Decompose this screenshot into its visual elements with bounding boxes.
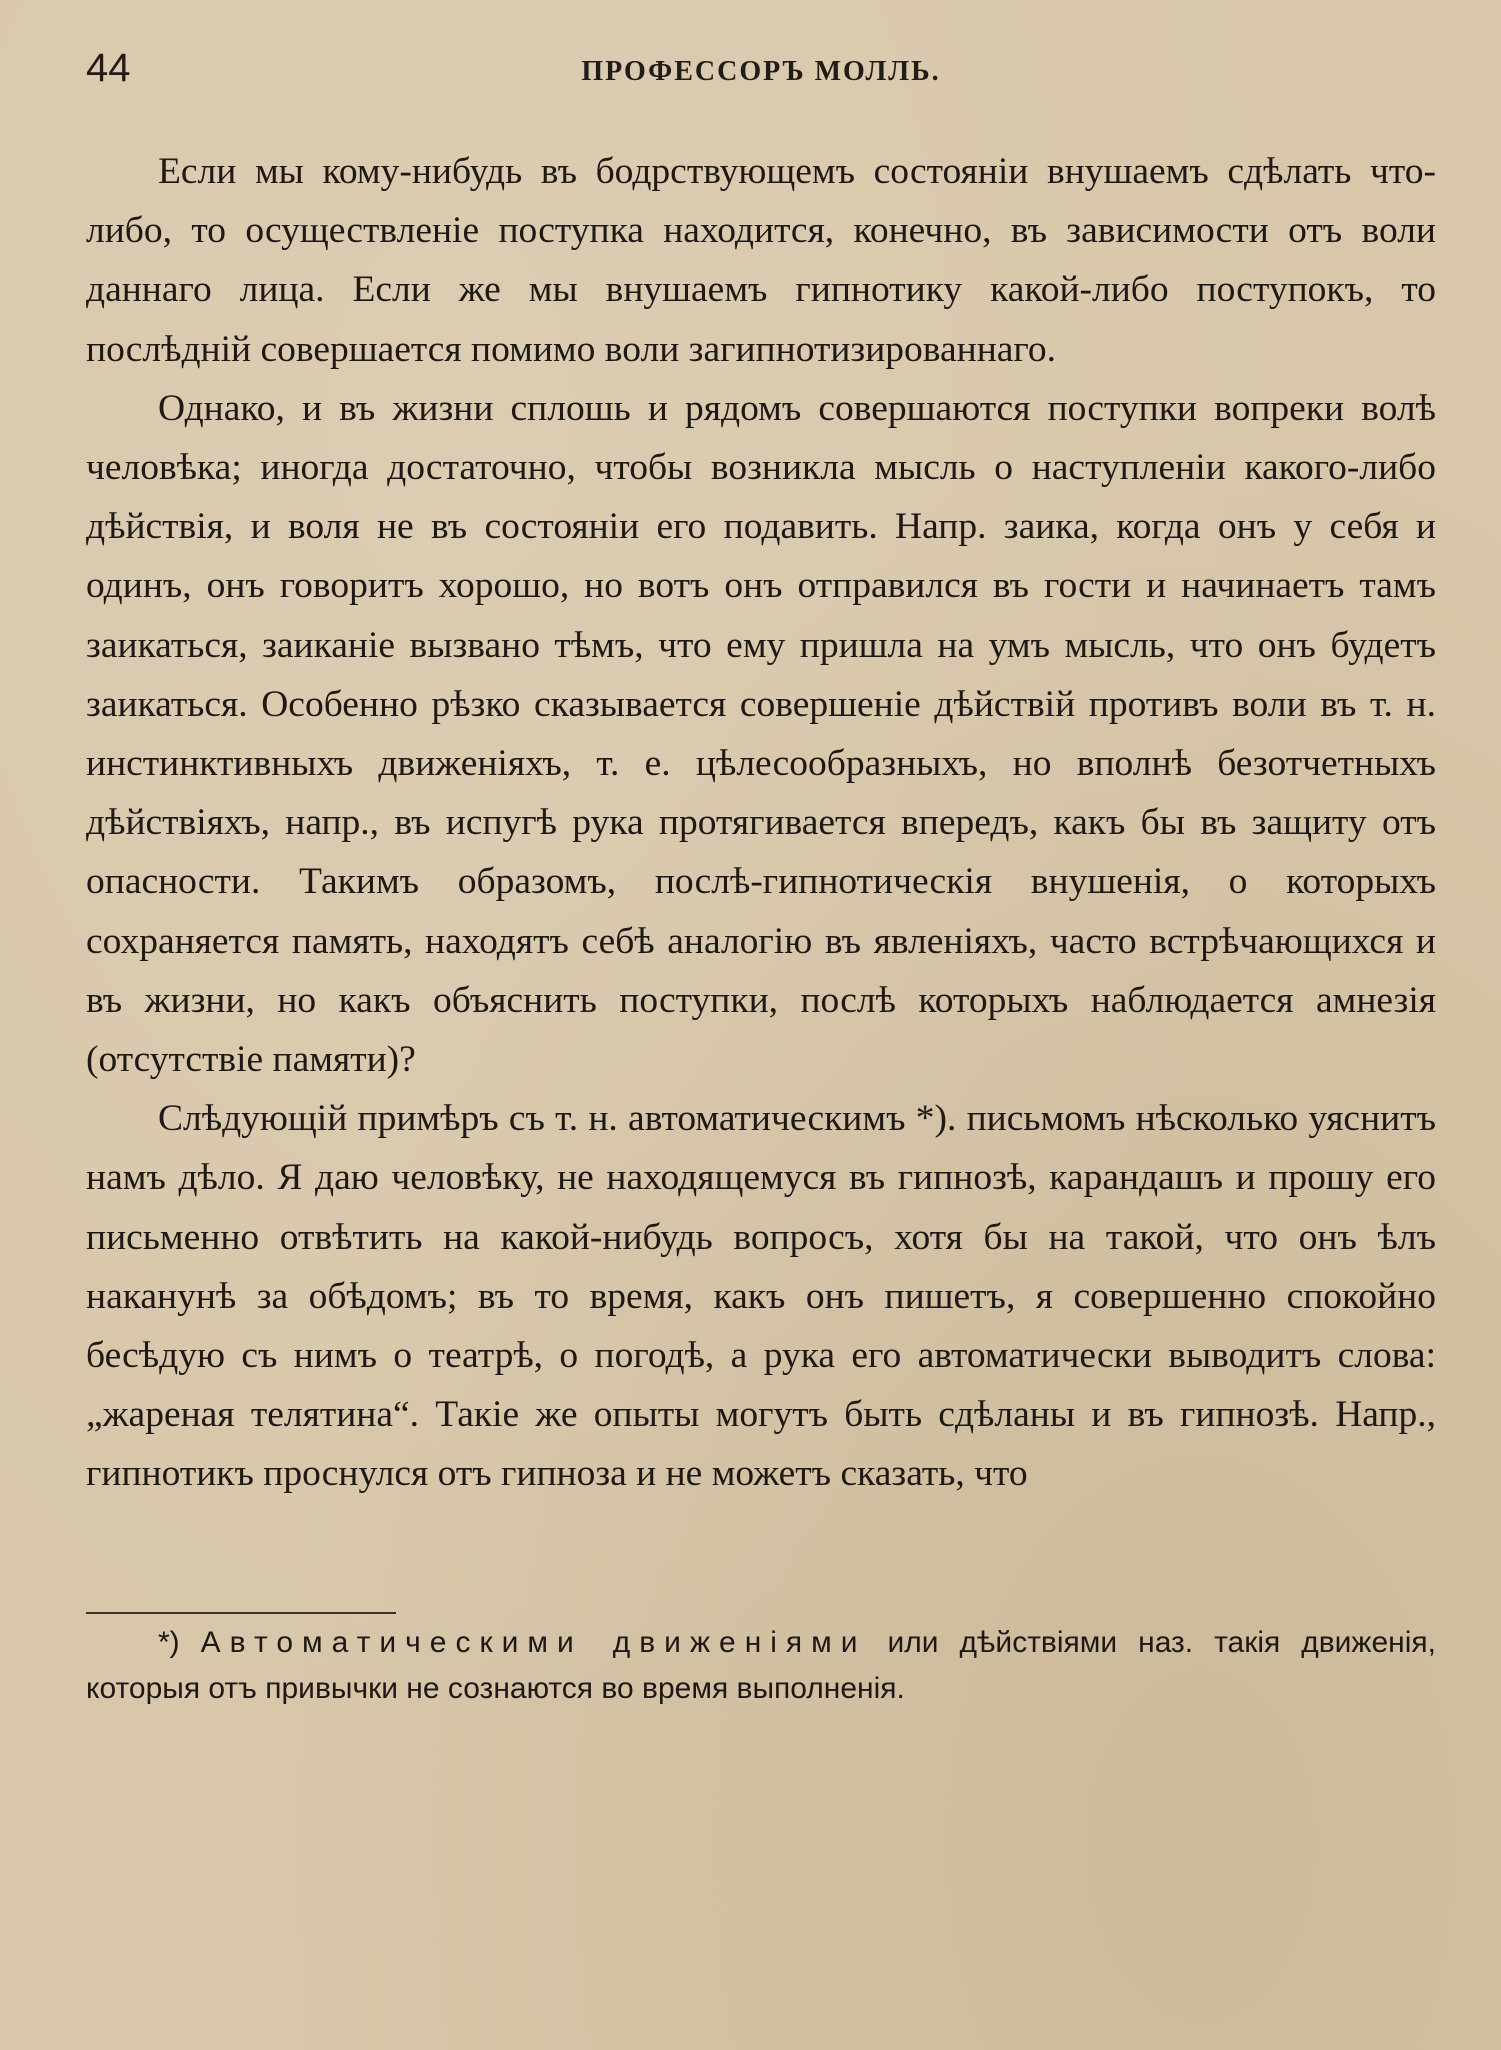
- footnote-text: или дѣйствіями наз. такія движенія, которыя отъ привычки не сознаются во время выполненія.: [86, 1626, 1436, 1705]
- paragraph: Если мы кому-нибудь въ бодрствующемъ состояніи внушаемъ сдѣлать что-либо, то осуществленіе поступка находится, конечно, въ зависимости отъ воли даннаго лица. Если же мы внушаемъ гипнотику какой-либо поступокъ, то послѣдній совершается помимо воли загипнотизированнаго.: [86, 151, 1436, 370]
- footnote-marker: *): [158, 1626, 180, 1659]
- paragraph: Слѣдующій примѣръ съ т. н. автоматическимъ *). письмомъ нѣсколько уяснитъ намъ дѣло. Я даю человѣку, не находящемуся въ гипнозѣ, карандашъ и прошу его письменно отвѣтить на какой-нибудь вопросъ, хотя бы на такой, что онъ ѣлъ наканунѣ за обѣдомъ; въ то время, какъ онъ пишетъ, я совершенно спокойно бесѣдую съ нимъ о театрѣ, о погодѣ, а рука его автоматически выводитъ слова: „жареная телятина“. Такіе же опыты могутъ быть сдѣланы и въ гипнозѣ. Напр., гипнотикъ проснулся отъ гипноза и не можетъ сказать, что: [86, 1098, 1436, 1495]
- footnote-term: Автоматическими движеніями: [200, 1626, 867, 1659]
- page-number: 44: [86, 46, 131, 90]
- page-header: [86, 38, 1436, 98]
- running-title: ПРОФЕССОРЪ МОЛЛЬ.: [581, 56, 941, 87]
- footnote-divider: [86, 1612, 396, 1614]
- main-text: [86, 142, 1436, 1504]
- footnote-paragraph: [86, 1620, 1436, 1712]
- footnote: [86, 1620, 1436, 1712]
- paragraph: Однако, и въ жизни сплошь и рядомъ совершаются поступки вопреки волѣ человѣка; иногда достаточно, чтобы возникла мысль о наступленіи какого-либо дѣйствія, и воля не въ состояніи его подавить. Напр. заика, когда онъ у себя и одинъ, онъ говоритъ хорошо, но вотъ онъ отправился въ гости и начинаетъ тамъ заикаться, заиканіе вызвано тѣмъ, что ему пришла на умъ мысль, что онъ будетъ заикаться. Особенно рѣзко сказывается совершеніе дѣйствій противъ воли въ т. н. инстинктивныхъ движеніяхъ, т. е. цѣлесообразныхъ, но вполнѣ безотчетныхъ дѣйствіяхъ, напр., въ испугѣ рука протягивается впередъ, какъ бы въ защиту отъ опасности. Такимъ образомъ, послѣ-гипнотическія внушенія, о которыхъ сохраняется память, находятъ себѣ аналогію въ явленіяхъ, часто встрѣчающихся и въ жизни, но какъ объяснить поступки, послѣ которыхъ наблюдается амнезія (отсутствіе памяти)?: [86, 387, 1436, 1081]
